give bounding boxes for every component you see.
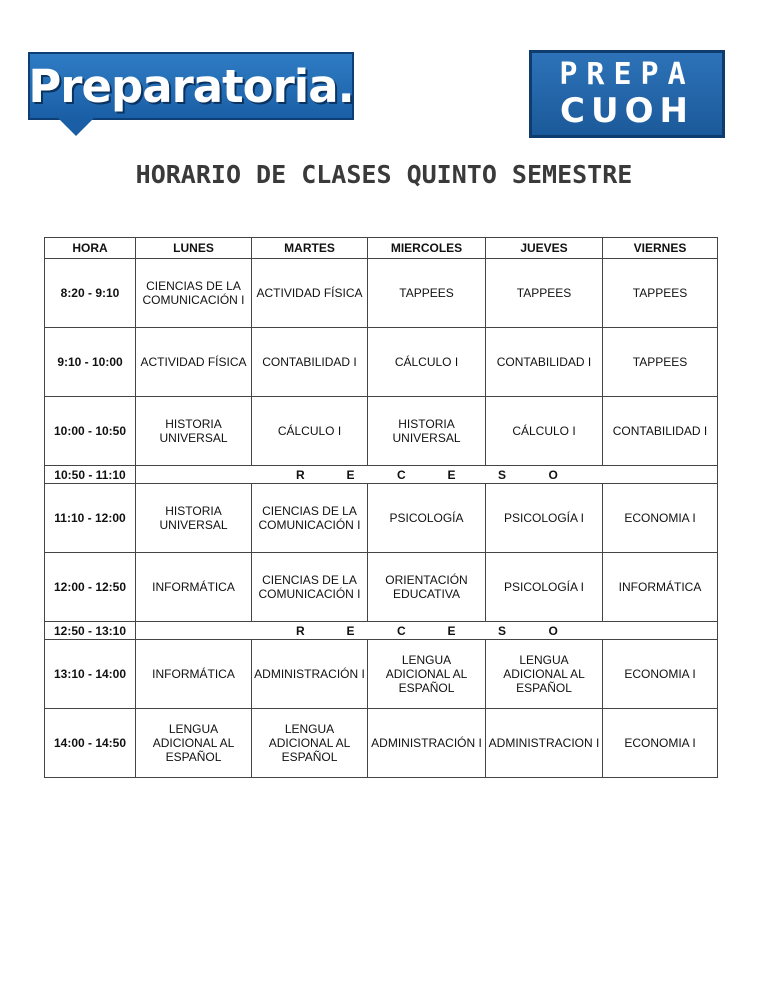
recess-letter: E	[346, 467, 355, 482]
prepa-cuoh-logo	[529, 50, 725, 138]
subject-cell: LENGUA ADICIONAL AL ESPAÑOL	[252, 709, 368, 778]
subject-cell: PSICOLOGÍA I	[486, 553, 603, 622]
subject-cell: TAPPEES	[486, 259, 603, 328]
subject-cell: ORIENTACIÓN EDUCATIVA	[368, 553, 486, 622]
table-row	[45, 640, 718, 709]
column-header: HORA	[45, 238, 136, 259]
recess-cell	[136, 466, 718, 484]
subject-cell: CÁLCULO I	[252, 397, 368, 466]
table-row	[45, 328, 718, 397]
table-header-row	[45, 238, 718, 259]
subject-cell: ADMINISTRACIÓN I	[252, 640, 368, 709]
subject-cell: ECONOMIA I	[603, 640, 718, 709]
column-header: JUEVES	[486, 238, 603, 259]
subject-cell: PSICOLOGÍA I	[486, 484, 603, 553]
hour-cell: 11:10 - 12:00	[45, 484, 136, 553]
hour-cell: 12:50 - 13:10	[45, 622, 136, 640]
subject-cell: CIENCIAS DE LA COMUNICACIÓN I	[252, 553, 368, 622]
recess-row	[45, 622, 718, 640]
recess-letter: E	[447, 467, 456, 482]
subject-cell: PSICOLOGÍA	[368, 484, 486, 553]
recess-letter: R	[296, 623, 305, 638]
subject-cell: LENGUA ADICIONAL AL ESPAÑOL	[368, 640, 486, 709]
hour-cell: 14:00 - 14:50	[45, 709, 136, 778]
subject-cell: CONTABILIDAD I	[486, 328, 603, 397]
prepa-cuoh-logo-line1: PREPA	[559, 57, 695, 92]
page-title: HORARIO DE CLASES QUINTO SEMESTRE	[135, 160, 633, 189]
table-row	[45, 484, 718, 553]
hour-cell: 10:50 - 11:10	[45, 466, 136, 484]
subject-cell: INFORMÁTICA	[136, 553, 252, 622]
subject-cell: LENGUA ADICIONAL AL ESPAÑOL	[486, 640, 603, 709]
hour-cell: 13:10 - 14:00	[45, 640, 136, 709]
recess-letter: S	[498, 623, 507, 638]
subject-cell: TAPPEES	[603, 259, 718, 328]
subject-cell: LENGUA ADICIONAL AL ESPAÑOL	[136, 709, 252, 778]
hour-cell: 10:00 - 10:50	[45, 397, 136, 466]
column-header: LUNES	[136, 238, 252, 259]
subject-cell: INFORMÁTICA	[603, 553, 718, 622]
subject-cell: HISTORIA UNIVERSAL	[136, 484, 252, 553]
subject-cell: ADMINISTRACION I	[486, 709, 603, 778]
subject-cell: TAPPEES	[603, 328, 718, 397]
table-row	[45, 553, 718, 622]
logo-notch-shape	[58, 118, 94, 136]
subject-cell: ECONOMIA I	[603, 709, 718, 778]
schedule-table	[44, 237, 718, 778]
recess-letter: R	[296, 467, 305, 482]
recess-letter: C	[397, 467, 406, 482]
column-header: MARTES	[252, 238, 368, 259]
hour-cell: 9:10 - 10:00	[45, 328, 136, 397]
recess-cell	[136, 622, 718, 640]
subject-cell: INFORMÁTICA	[136, 640, 252, 709]
subject-cell: CIENCIAS DE LA COMUNICACIÓN I	[136, 259, 252, 328]
recess-letter: O	[548, 467, 558, 482]
subject-cell: ECONOMIA I	[603, 484, 718, 553]
column-header: MIERCOLES	[368, 238, 486, 259]
table-row	[45, 259, 718, 328]
recess-letter: S	[498, 467, 507, 482]
recess-row	[45, 466, 718, 484]
recess-letter: C	[397, 623, 406, 638]
subject-cell: TAPPEES	[368, 259, 486, 328]
prepa-cuoh-logo-line2: CUOH	[560, 91, 694, 131]
subject-cell: HISTORIA UNIVERSAL	[136, 397, 252, 466]
subject-cell: CÁLCULO I	[368, 328, 486, 397]
recess-letter: O	[548, 623, 558, 638]
subject-cell: CONTABILIDAD I	[603, 397, 718, 466]
subject-cell: HISTORIA UNIVERSAL	[368, 397, 486, 466]
recess-letter: E	[346, 623, 355, 638]
recess-letter: E	[447, 623, 456, 638]
recess-label	[138, 468, 715, 482]
hour-cell: 12:00 - 12:50	[45, 553, 136, 622]
preparatoria-logo-text: Preparatoria.	[28, 59, 354, 113]
subject-cell: ADMINISTRACIÓN I	[368, 709, 486, 778]
hour-cell: 8:20 - 9:10	[45, 259, 136, 328]
subject-cell: CONTABILIDAD I	[252, 328, 368, 397]
table-row	[45, 709, 718, 778]
table-row	[45, 397, 718, 466]
recess-label	[138, 624, 715, 638]
column-header: VIERNES	[603, 238, 718, 259]
subject-cell: ACTIVIDAD FÍSICA	[136, 328, 252, 397]
schedule-body	[45, 259, 718, 778]
preparatoria-logo	[28, 52, 354, 120]
subject-cell: CIENCIAS DE LA COMUNICACIÓN I	[252, 484, 368, 553]
subject-cell: CÁLCULO I	[486, 397, 603, 466]
subject-cell: ACTIVIDAD FÍSICA	[252, 259, 368, 328]
